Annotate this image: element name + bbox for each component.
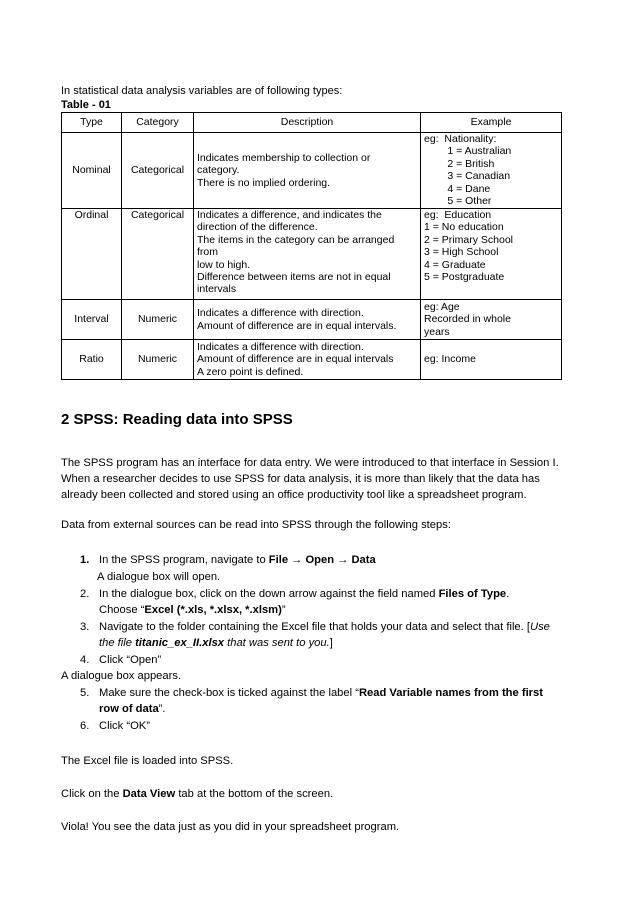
step-2-line2 — [99, 603, 286, 619]
checkbox-label: Read Variable names from the first — [358, 687, 543, 699]
step-text: ”. — [158, 703, 166, 715]
step-number: 2. — [80, 588, 90, 600]
menu-path: File → Open → Data — [268, 554, 376, 566]
table-label: Table - 01 — [61, 99, 111, 111]
header-description: Description — [194, 113, 421, 133]
row-category: Categorical — [122, 209, 194, 300]
step-note: A dialogue box will open. — [97, 571, 221, 583]
step-number: 5. — [80, 687, 90, 699]
variable-types-table — [61, 112, 562, 380]
row-type: Nominal — [62, 133, 122, 209]
step-text: In the SPSS program, navigate to — [99, 554, 269, 566]
step-note: A dialogue box appears. — [61, 670, 182, 682]
paragraph-text: tab at the bottom of the screen. — [175, 788, 334, 800]
step-text: . — [506, 588, 510, 600]
header-type: Type — [62, 113, 122, 133]
data-view-tab-name: Data View — [122, 788, 176, 800]
step-number: 3. — [80, 621, 90, 633]
row-category: Numeric — [122, 340, 194, 380]
step-text: that was sent to you. — [224, 637, 330, 649]
paragraph-viola: Viola! You see the data just as you did in your spreadsheet program. — [61, 821, 400, 833]
step-1 — [99, 553, 376, 569]
row-description: Indicates membership to collection or category. There is no implied ordering. — [194, 133, 421, 209]
row-type: Ratio — [62, 340, 122, 380]
step-text: ” — [281, 604, 286, 616]
step-number: 1. — [80, 554, 90, 566]
row-example: eg: Income — [421, 340, 562, 380]
row-example: eg: Nationality: 1 = Australian 2 = British 3 = Canadian 4 = Dane 5 = Other — [421, 133, 562, 209]
paragraph-loaded: The Excel file is loaded into SPSS. — [61, 755, 234, 767]
step-text: Use — [529, 621, 550, 633]
row-example: eg: Age Recorded in whole years — [421, 300, 562, 340]
step-5 — [99, 686, 543, 702]
file-name: titanic_ex_II.xlsx — [135, 637, 225, 649]
step-number: 6. — [80, 720, 90, 732]
row-description: Indicates a difference, and indicates the direction of the difference. The items in the category can be arranged from low to high. Difference between items are not in equal intervals — [194, 209, 421, 300]
section-title: 2 SPSS: Reading data into SPSS — [61, 411, 293, 428]
step-number: 4. — [80, 654, 90, 666]
row-description: Indicates a difference with direction. Amount of difference are in equal intervals. — [194, 300, 421, 340]
table-row — [62, 300, 562, 340]
step-text: In the dialogue box, click on the down arrow against the field named — [99, 588, 439, 600]
step-3-line2 — [99, 636, 333, 652]
checkbox-label: row of data — [99, 703, 159, 715]
table-row — [62, 209, 562, 300]
file-type-choice: Excel (*.xls, *.xlsx, *.xlsm) — [144, 604, 282, 616]
step-5-line2 — [99, 702, 166, 718]
table-row — [62, 133, 562, 209]
step-3 — [99, 620, 550, 636]
step-2 — [99, 587, 509, 603]
paragraph-text: Click on the — [61, 788, 123, 800]
step-text: Navigate to the folder containing the Excel file that holds your data and select that file. [ — [99, 621, 530, 633]
table-row — [62, 340, 562, 380]
row-type: Interval — [62, 300, 122, 340]
step-6: Click “OK” — [99, 720, 150, 732]
row-example: eg: Education 1 = No education 2 = Primary School 3 = High School 4 = Graduate 5 = Postgraduate — [421, 209, 562, 300]
row-category: Numeric — [122, 300, 194, 340]
paragraph-steps-intro: Data from external sources can be read into SPSS through the following steps: — [61, 519, 451, 531]
step-text: Make sure the check-box is ticked against the label “ — [99, 687, 359, 699]
step-text: the file — [99, 637, 136, 649]
paragraph-data-view — [61, 787, 571, 803]
step-text: ] — [329, 637, 333, 649]
step-4: Click “Open” — [99, 654, 162, 666]
row-category: Categorical — [122, 133, 194, 209]
header-category: Category — [122, 113, 194, 133]
intro-text: In statistical data analysis variables are of following types: — [61, 85, 343, 97]
row-type: Ordinal — [62, 209, 122, 300]
header-example: Example — [421, 113, 562, 133]
paragraph-intro: The SPSS program has an interface for data entry. We were introduced to that interface in Session I. When a researcher decides to use SPSS for data analysis, it is more than likely that the data has already been collected and stored using an office productivity tool like a spreadsheet program. — [61, 457, 559, 501]
step-text: Choose “ — [99, 604, 145, 616]
row-description: Indicates a difference with direction. Amount of difference are in equal intervals A zero point is defined. — [194, 340, 421, 380]
field-name: Files of Type — [438, 588, 507, 600]
table-header-row — [62, 113, 562, 133]
